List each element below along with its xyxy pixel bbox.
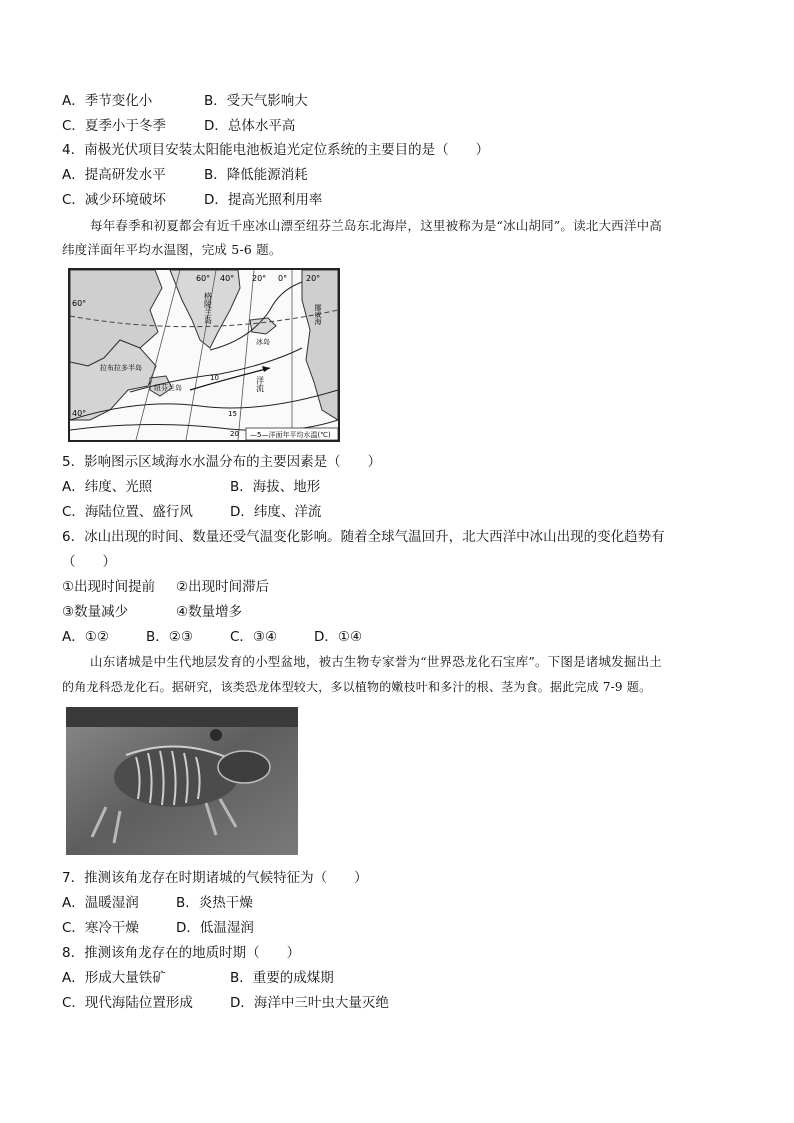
- q8-stem: 8．推测该角龙存在的地质时期（ ）: [62, 945, 301, 961]
- q6-option-b: B．②③: [146, 629, 193, 645]
- q4-option-c: C．减少环境破坏: [62, 192, 166, 208]
- legend-label: —5—洋面年平均水温(℃): [250, 431, 331, 439]
- q7-stem: 7．推测该角龙存在时期诸城的气候特征为（ ）: [62, 870, 368, 886]
- lon-label-0: 0°: [278, 274, 288, 283]
- q5-option-b: B．海拔、地形: [230, 479, 321, 495]
- q3-option-d: D．总体水平高: [204, 118, 296, 134]
- q5-option-a: A．纬度、光照: [62, 479, 153, 495]
- q7-option-d: D．低温湿润: [176, 920, 254, 936]
- q6-statement-4: ④数量增多: [176, 604, 243, 620]
- q6-paren: （ ）: [62, 554, 116, 570]
- map-svg: [70, 270, 338, 440]
- passage-5-6-line2: 纬度洋面年平均水温图，完成 5-6 题。: [62, 242, 282, 257]
- photo-dark-spot: [210, 729, 222, 741]
- q4-option-b: B．降低能源消耗: [204, 167, 308, 183]
- q6-statement-3: ③数量减少: [62, 604, 129, 620]
- q7-option-b: B．炎热干燥: [176, 895, 253, 911]
- dinosaur-fossil-photo: [66, 707, 298, 855]
- q3-option-b: B．受天气影响大: [204, 93, 308, 109]
- q3-option-a: A．季节变化小: [62, 93, 153, 109]
- current-arrowhead: [262, 366, 270, 372]
- isotherm-label-10: 10: [210, 374, 219, 382]
- q6-stem: 6．冰山出现的时间、数量还受气温变化影响。随着全球气温回升，北大西洋中冰山出现的变化趋势有: [62, 529, 665, 545]
- q8-option-c: C．现代海陆位置形成: [62, 995, 193, 1011]
- north-atlantic-sst-map: [68, 268, 340, 442]
- lon-label-20: 20°: [252, 274, 267, 283]
- q6-option-a: A．①②: [62, 629, 109, 645]
- meridian-20: [238, 270, 254, 440]
- q4-stem: 4．南极光伏项目安装太阳能电池板追光定位系统的主要目的是（ ）: [62, 142, 490, 158]
- fossil-photo-svg: [66, 707, 298, 855]
- q4-option-a: A．提高研发水平: [62, 167, 166, 183]
- labrador-label: 拉布拉多半岛: [100, 364, 142, 372]
- q8-option-a: A．形成大量铁矿: [62, 970, 166, 986]
- q8-option-b: B．重要的成煤期: [230, 970, 334, 986]
- lat-label-60: 60°: [72, 299, 87, 308]
- q3-option-c: C．夏季小于冬季: [62, 118, 166, 134]
- photo-top-shadow: [66, 707, 298, 727]
- q5-option-d: D．纬度、洋流: [230, 504, 322, 520]
- passage-5-6-line1: 每年春季和初夏都会有近千座冰山漂至纽芬兰岛东北海岸，这里被称为是“冰山胡同”。读北大西洋中高: [90, 218, 662, 233]
- passage-7-9-line2: 的角龙科恐龙化石。据研究，该类恐龙体型较大，多以植物的嫩枝叶和多汁的根、茎为食。据此完成 7-9 题。: [62, 680, 652, 694]
- newfoundland-label: 纽芬兰岛: [154, 384, 182, 392]
- q6-option-c: C．③④: [230, 629, 278, 645]
- current-label: 洋流: [255, 376, 265, 392]
- q7-option-a: A．温暖湿润: [62, 895, 139, 911]
- q5-option-c: C．海陆位置、盛行风: [62, 504, 193, 520]
- q8-option-d: D．海洋中三叶虫大量灭绝: [230, 995, 389, 1011]
- europe-land: [302, 270, 338, 420]
- q7-option-c: C．寒冷干燥: [62, 920, 139, 936]
- q4-option-d: D．提高光照利用率: [204, 192, 323, 208]
- q5-stem: 5．影响图示区域海水水温分布的主要因素是（ ）: [62, 454, 382, 470]
- greenland-label: 格陵兰岛: [203, 292, 213, 324]
- lon-label-40: 40°: [220, 274, 235, 283]
- iceland-land: [250, 318, 276, 334]
- isotherm-label-15: 15: [228, 410, 237, 418]
- lat-label-40: 40°: [72, 409, 87, 418]
- norwegian-sea-label: 挪威海: [314, 304, 322, 325]
- isotherm-label-20: 20: [230, 430, 239, 438]
- passage-7-9-line1: 山东诸城是中生代地层发育的小型盆地，被古生物专家誉为“世界恐龙化石宝库”。下图是诸城发掘出土: [90, 654, 662, 669]
- q6-statement-1: ①出现时间提前: [62, 579, 156, 595]
- q6-option-d: D．①④: [314, 629, 363, 645]
- fossil-skull: [218, 751, 270, 783]
- lon-label-20e: 20°: [306, 274, 321, 283]
- q6-statement-2: ②出现时间滞后: [176, 579, 270, 595]
- iceland-label: 冰岛: [256, 338, 270, 346]
- lon-label-60: 60°: [196, 274, 211, 283]
